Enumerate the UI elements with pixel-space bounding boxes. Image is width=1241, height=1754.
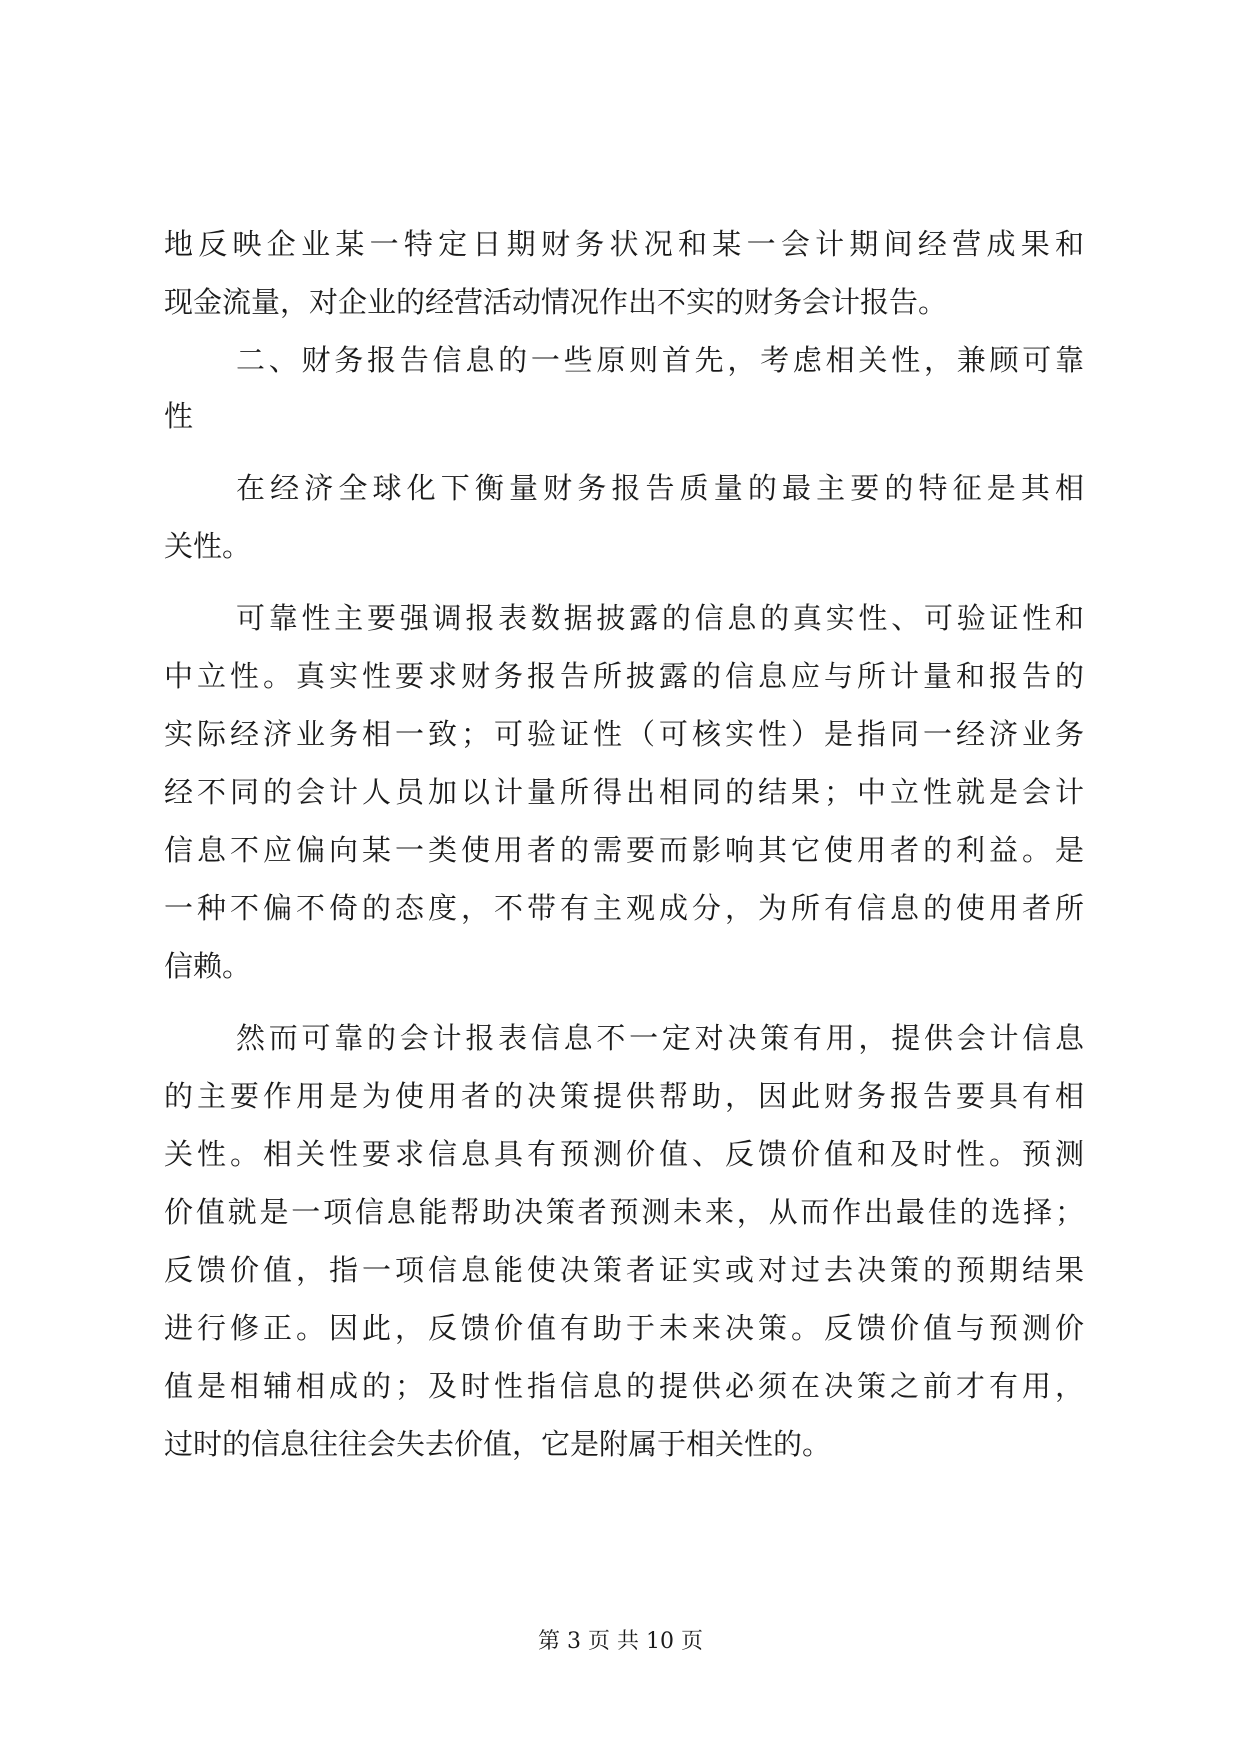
paragraph-5-line-5: 反馈价值，指一项信息能使决策者证实或对过去决策的预期结果: [164, 1253, 1084, 1287]
paragraph-2-line-2: 性: [164, 399, 194, 433]
page-number-footer: 第 3 页 共 10 页: [538, 1629, 703, 1654]
paragraph-4-line-6: 一种不偏不倚的态度，不带有主观成分，为所有信息的使用者所: [164, 891, 1084, 925]
paragraph-3-line-2: 关性。: [164, 529, 252, 563]
paragraph-5-line-7: 值是相辅相成的；及时性指信息的提供必须在决策之前才有用，: [164, 1369, 1084, 1403]
paragraph-5-line-8: 过时的信息往往会失去价值，它是附属于相关性的。: [164, 1427, 832, 1461]
paragraph-5-line-2: 的主要作用是为使用者的决策提供帮助，因此财务报告要具有相: [164, 1079, 1084, 1113]
paragraph-5-line-1: 然而可靠的会计报表信息不一定对决策有用，提供会计信息: [236, 1021, 1084, 1055]
paragraph-4-line-7: 信赖。: [164, 949, 252, 983]
paragraph-4-line-3: 实际经济业务相一致；可验证性（可核实性）是指同一经济业务: [164, 717, 1084, 751]
paragraph-1-line-1: 地反映企业某一特定日期财务状况和某一会计期间经营成果和: [164, 227, 1084, 261]
paragraph-5-line-3: 关性。相关性要求信息具有预测价值、反馈价值和及时性。预测: [164, 1137, 1084, 1171]
paragraph-4-line-1: 可靠性主要强调报表数据披露的信息的真实性、可验证性和: [236, 601, 1084, 635]
paragraph-5-line-4: 价值就是一项信息能帮助决策者预测未来，从而作出最佳的选择；: [164, 1195, 1084, 1229]
paragraph-4-line-2: 中立性。真实性要求财务报告所披露的信息应与所计量和报告的: [164, 659, 1084, 693]
paragraph-4-line-5: 信息不应偏向某一类使用者的需要而影响其它使用者的利益。是: [164, 833, 1084, 867]
paragraph-1-line-2: 现金流量，对企业的经营活动情况作出不实的财务会计报告。: [164, 285, 948, 319]
paragraph-4-line-4: 经不同的会计人员加以计量所得出相同的结果；中立性就是会计: [164, 775, 1084, 809]
paragraph-2-line-1: 二、财务报告信息的一些原则首先，考虑相关性，兼顾可靠: [236, 343, 1084, 377]
paragraph-3-line-1: 在经济全球化下衡量财务报告质量的最主要的特征是其相: [236, 471, 1084, 505]
paragraph-5-line-6: 进行修正。因此，反馈价值有助于未来决策。反馈价值与预测价: [164, 1311, 1084, 1345]
